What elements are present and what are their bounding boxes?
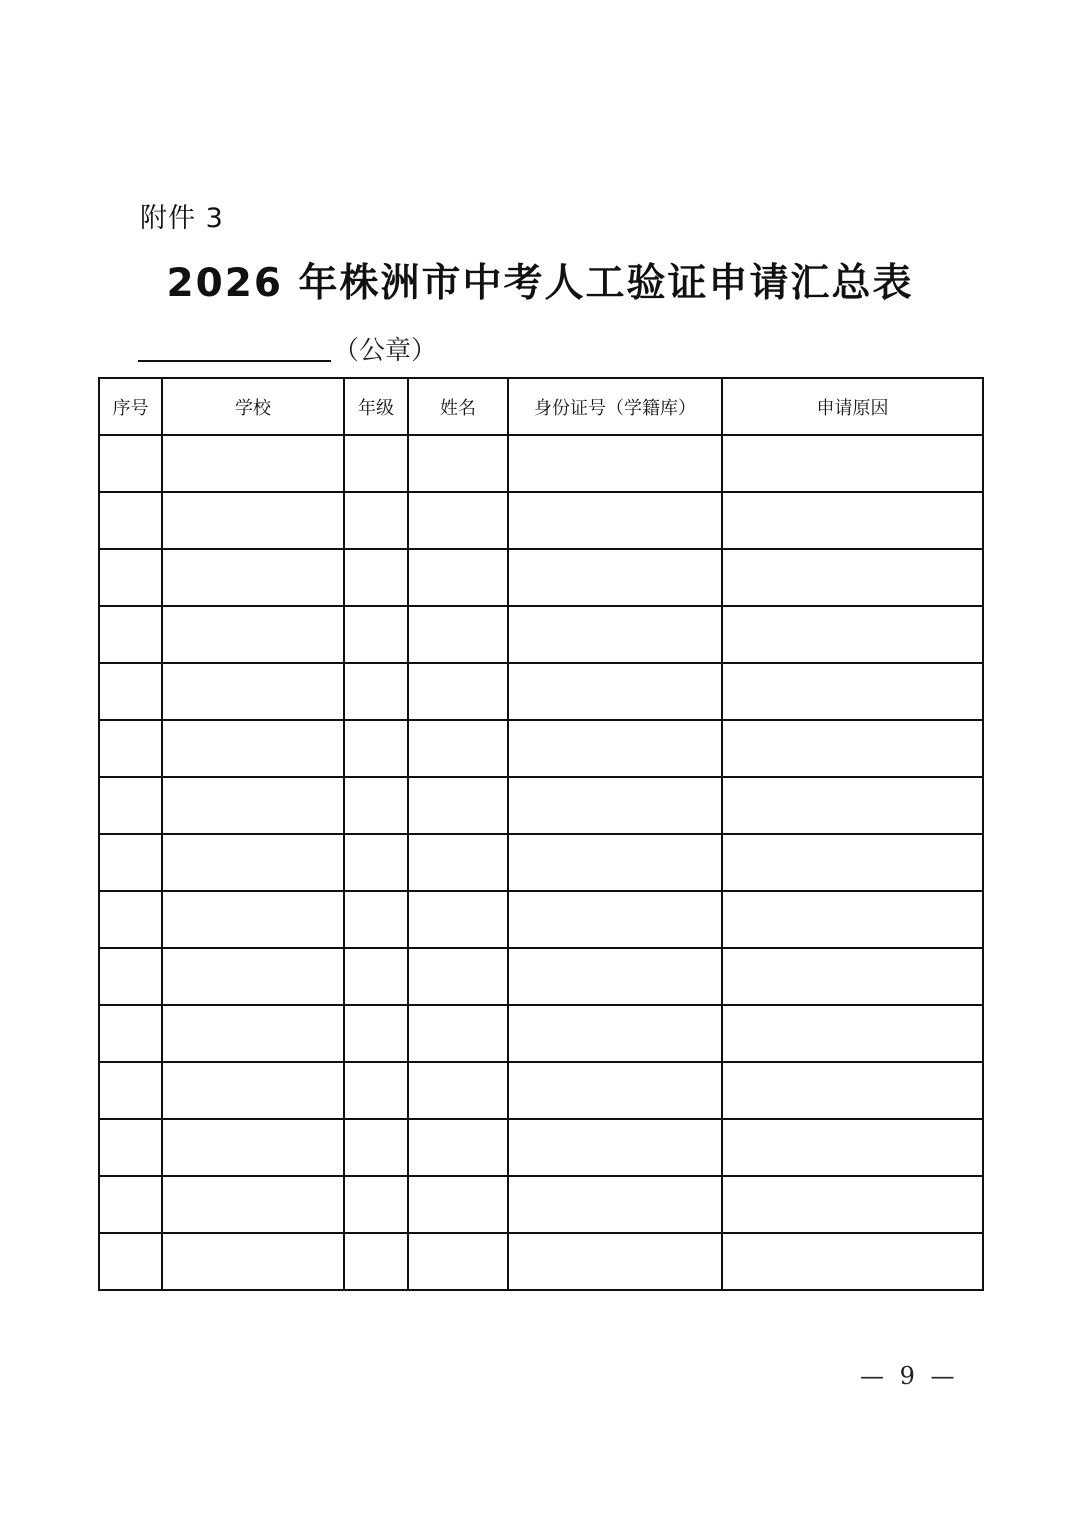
reason-cell[interactable] (722, 606, 983, 663)
serial-number-cell[interactable] (99, 777, 162, 834)
id-number-cell[interactable] (508, 606, 722, 663)
school-cell[interactable] (162, 720, 344, 777)
serial-number-cell[interactable] (99, 1062, 162, 1119)
name-cell[interactable] (408, 1119, 508, 1176)
reason-cell[interactable] (722, 1062, 983, 1119)
name-cell[interactable] (408, 1062, 508, 1119)
id-number-cell[interactable] (508, 492, 722, 549)
grade-cell[interactable] (344, 1233, 408, 1290)
name-cell[interactable] (408, 663, 508, 720)
school-cell[interactable] (162, 948, 344, 1005)
attachment-label: 附件 3 (140, 203, 224, 234)
serial-number-cell[interactable] (99, 1119, 162, 1176)
reason-cell[interactable] (722, 1176, 983, 1233)
reason-cell[interactable] (722, 777, 983, 834)
reason-cell[interactable] (722, 1005, 983, 1062)
id-number-cell[interactable] (508, 777, 722, 834)
id-number-cell[interactable] (508, 891, 722, 948)
name-cell[interactable] (408, 435, 508, 492)
name-cell[interactable] (408, 891, 508, 948)
reason-cell[interactable] (722, 834, 983, 891)
name-cell[interactable] (408, 549, 508, 606)
reason-cell[interactable] (722, 435, 983, 492)
name-cell[interactable] (408, 777, 508, 834)
table-row (99, 1176, 983, 1233)
id-number-cell[interactable] (508, 720, 722, 777)
school-cell[interactable] (162, 891, 344, 948)
application-summary-table (98, 377, 984, 1291)
name-cell[interactable] (408, 1005, 508, 1062)
grade-cell[interactable] (344, 1176, 408, 1233)
id-number-cell[interactable] (508, 435, 722, 492)
table-row (99, 1005, 983, 1062)
header-name: 姓名 (408, 378, 508, 435)
id-number-cell[interactable] (508, 549, 722, 606)
serial-number-cell[interactable] (99, 720, 162, 777)
reason-cell[interactable] (722, 663, 983, 720)
school-cell[interactable] (162, 606, 344, 663)
table-row (99, 777, 983, 834)
serial-number-cell[interactable] (99, 492, 162, 549)
header-school: 学校 (162, 378, 344, 435)
header-serial-number: 序号 (99, 378, 162, 435)
organization-name-blank[interactable] (138, 332, 331, 362)
header-reason: 申请原因 (722, 378, 983, 435)
table-row (99, 606, 983, 663)
header-grade: 年级 (344, 378, 408, 435)
grade-cell[interactable] (344, 1119, 408, 1176)
table-header-row (99, 378, 983, 435)
name-cell[interactable] (408, 1233, 508, 1290)
grade-cell[interactable] (344, 492, 408, 549)
id-number-cell[interactable] (508, 1005, 722, 1062)
table-row (99, 1119, 983, 1176)
serial-number-cell[interactable] (99, 549, 162, 606)
name-cell[interactable] (408, 492, 508, 549)
name-cell[interactable] (408, 606, 508, 663)
serial-number-cell[interactable] (99, 948, 162, 1005)
grade-cell[interactable] (344, 1005, 408, 1062)
reason-cell[interactable] (722, 492, 983, 549)
name-cell[interactable] (408, 948, 508, 1005)
reason-cell[interactable] (722, 948, 983, 1005)
id-number-cell[interactable] (508, 1062, 722, 1119)
name-cell[interactable] (408, 720, 508, 777)
grade-cell[interactable] (344, 606, 408, 663)
school-cell[interactable] (162, 1062, 344, 1119)
school-cell[interactable] (162, 834, 344, 891)
table-row (99, 1233, 983, 1290)
id-number-cell[interactable] (508, 1233, 722, 1290)
table-row (99, 435, 983, 492)
grade-cell[interactable] (344, 834, 408, 891)
school-cell[interactable] (162, 435, 344, 492)
header-id-number: 身份证号（学籍库） (508, 378, 722, 435)
reason-cell[interactable] (722, 1233, 983, 1290)
grade-cell[interactable] (344, 948, 408, 1005)
grade-cell[interactable] (344, 435, 408, 492)
serial-number-cell[interactable] (99, 606, 162, 663)
serial-number-cell[interactable] (99, 834, 162, 891)
reason-cell[interactable] (722, 1119, 983, 1176)
page-title: 2026 年株洲市中考人工验证申请汇总表 (166, 261, 914, 306)
id-number-cell[interactable] (508, 834, 722, 891)
grade-cell[interactable] (344, 891, 408, 948)
school-cell[interactable] (162, 777, 344, 834)
table-row (99, 492, 983, 549)
id-number-cell[interactable] (508, 1176, 722, 1233)
id-number-cell[interactable] (508, 663, 722, 720)
serial-number-cell[interactable] (99, 1176, 162, 1233)
school-cell[interactable] (162, 1233, 344, 1290)
reason-cell[interactable] (722, 549, 983, 606)
school-cell[interactable] (162, 1119, 344, 1176)
name-cell[interactable] (408, 1176, 508, 1233)
id-number-cell[interactable] (508, 1119, 722, 1176)
table-row (99, 720, 983, 777)
grade-cell[interactable] (344, 1062, 408, 1119)
serial-number-cell[interactable] (99, 1233, 162, 1290)
reason-cell[interactable] (722, 720, 983, 777)
grade-cell[interactable] (344, 663, 408, 720)
id-number-cell[interactable] (508, 948, 722, 1005)
serial-number-cell[interactable] (99, 663, 162, 720)
grade-cell[interactable] (344, 720, 408, 777)
school-cell[interactable] (162, 663, 344, 720)
grade-cell[interactable] (344, 549, 408, 606)
grade-cell[interactable] (344, 777, 408, 834)
name-cell[interactable] (408, 834, 508, 891)
table-row (99, 663, 983, 720)
serial-number-cell[interactable] (99, 435, 162, 492)
table-row (99, 549, 983, 606)
table-row (99, 891, 983, 948)
table-row (99, 948, 983, 1005)
reason-cell[interactable] (722, 891, 983, 948)
table-row (99, 1062, 983, 1119)
table-row (99, 834, 983, 891)
page-number: — 9 — (860, 1362, 959, 1390)
school-cell[interactable] (162, 1005, 344, 1062)
school-cell[interactable] (162, 1176, 344, 1233)
serial-number-cell[interactable] (99, 891, 162, 948)
seal-label: （公章） (333, 336, 438, 366)
serial-number-cell[interactable] (99, 1005, 162, 1062)
school-cell[interactable] (162, 549, 344, 606)
school-cell[interactable] (162, 492, 344, 549)
table-body (99, 435, 983, 1290)
